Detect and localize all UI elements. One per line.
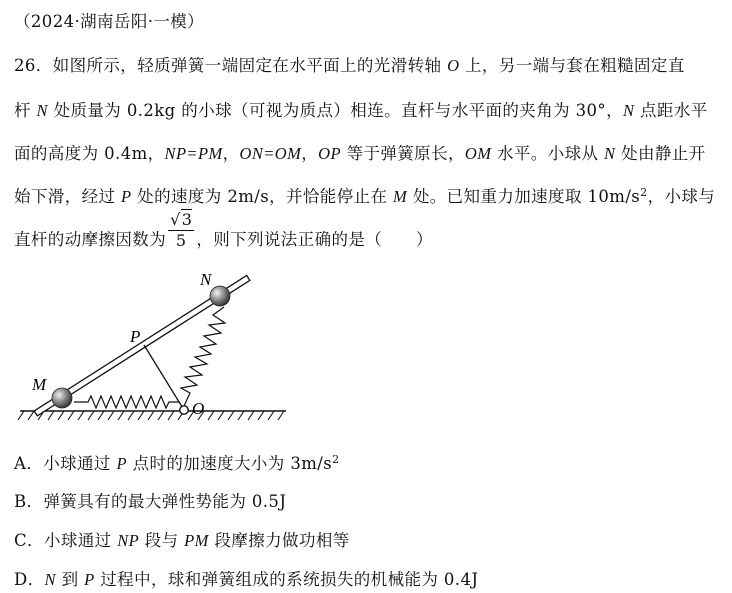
text: 到 bbox=[55, 570, 85, 589]
superscript: 2 bbox=[640, 186, 648, 199]
text: 处。已知重力加速度取 10m/s bbox=[407, 187, 641, 206]
var-M: M bbox=[393, 187, 408, 206]
var-PM: PM bbox=[184, 531, 209, 550]
fraction-denominator: 5 bbox=[175, 231, 187, 250]
equation-np-pm: NP=PM bbox=[164, 144, 223, 163]
physics-diagram bbox=[14, 266, 304, 426]
source-tag: （2024·湖南岳阳·一模） bbox=[14, 12, 205, 31]
question-line-2 bbox=[14, 97, 708, 121]
var-NP: NP bbox=[117, 531, 140, 550]
var-N: N bbox=[622, 101, 635, 120]
pivot-O bbox=[180, 406, 188, 414]
option-B[interactable] bbox=[14, 488, 286, 512]
var-O: O bbox=[447, 56, 460, 75]
option-label: D． bbox=[14, 570, 45, 589]
ground bbox=[18, 411, 286, 420]
text: 小球通过 bbox=[43, 454, 117, 473]
text: ， bbox=[301, 144, 319, 163]
spring-ON bbox=[181, 307, 225, 406]
fraction-numerator: 3 bbox=[181, 210, 193, 229]
text: 弹簧具有的最大弹性势能为 0.5J bbox=[43, 492, 287, 511]
label-N: N bbox=[200, 270, 212, 289]
text: 段摩擦力做功相等 bbox=[208, 531, 350, 550]
superscript: 2 bbox=[332, 453, 340, 466]
text: 杆 bbox=[14, 101, 37, 120]
var-N: N bbox=[44, 570, 56, 589]
option-A[interactable] bbox=[14, 450, 340, 474]
var-N: N bbox=[36, 101, 48, 120]
text: 上，另一端与套在粗糙固定直 bbox=[459, 56, 685, 75]
text: 小球通过 bbox=[43, 531, 118, 550]
var-P: P bbox=[116, 454, 127, 473]
option-D[interactable] bbox=[14, 566, 478, 590]
ball-at-N bbox=[210, 286, 230, 306]
option-label: B． bbox=[14, 492, 44, 511]
question-line-3 bbox=[14, 140, 706, 164]
ball-at-M bbox=[52, 388, 72, 408]
equation-on-om: ON=OM bbox=[239, 144, 302, 163]
var-P: P bbox=[84, 570, 95, 589]
text: ， bbox=[222, 144, 240, 163]
var-OP: OP bbox=[318, 144, 341, 163]
var-N: N bbox=[604, 144, 616, 163]
sqrt-symbol: √ bbox=[170, 210, 181, 229]
question-line-5 bbox=[14, 212, 433, 253]
text: 等于弹簧原长， bbox=[340, 144, 465, 163]
text: 段与 bbox=[139, 531, 185, 550]
text: 直杆的动摩擦因数为 bbox=[14, 230, 167, 249]
text: 过程中，球和弹簧组成的系统损失的机械能为 0.4J bbox=[94, 570, 479, 589]
option-label: A． bbox=[14, 454, 44, 473]
question-line-4 bbox=[14, 183, 715, 207]
text: 水平。小球从 bbox=[491, 144, 605, 163]
text: 处的速度为 2m/s，并恰能停止在 bbox=[131, 187, 394, 206]
line-OP bbox=[144, 345, 184, 410]
label-M: M bbox=[32, 375, 47, 394]
text: 处质量为 0.2kg 的小球（可视为质点）相连。直杆与水平面的夹角为 30°， bbox=[47, 101, 623, 120]
var-OM: OM bbox=[464, 144, 492, 163]
question-line-1 bbox=[14, 52, 685, 76]
spring-OM bbox=[74, 396, 179, 408]
option-C[interactable] bbox=[14, 527, 350, 551]
text: 始下滑，经过 bbox=[14, 187, 122, 206]
text: 点距水平 bbox=[634, 101, 708, 120]
var-P: P bbox=[121, 187, 132, 206]
text: 点时的加速度大小为 3m/s bbox=[126, 454, 333, 473]
text: ，小球与 bbox=[647, 187, 716, 206]
text: 面的高度为 0.4m， bbox=[14, 144, 165, 163]
text: 如图所示，轻质弹簧一端固定在水平面上的光滑转轴 bbox=[52, 56, 448, 75]
text: 处由静止开 bbox=[615, 144, 706, 163]
text: ，则下列说法正确的是（ ） bbox=[196, 230, 433, 249]
label-P: P bbox=[130, 327, 141, 346]
friction-coefficient-fraction bbox=[168, 210, 194, 251]
option-label: C． bbox=[14, 531, 44, 550]
question-number: 26． bbox=[14, 56, 53, 75]
label-O: O bbox=[192, 399, 205, 418]
